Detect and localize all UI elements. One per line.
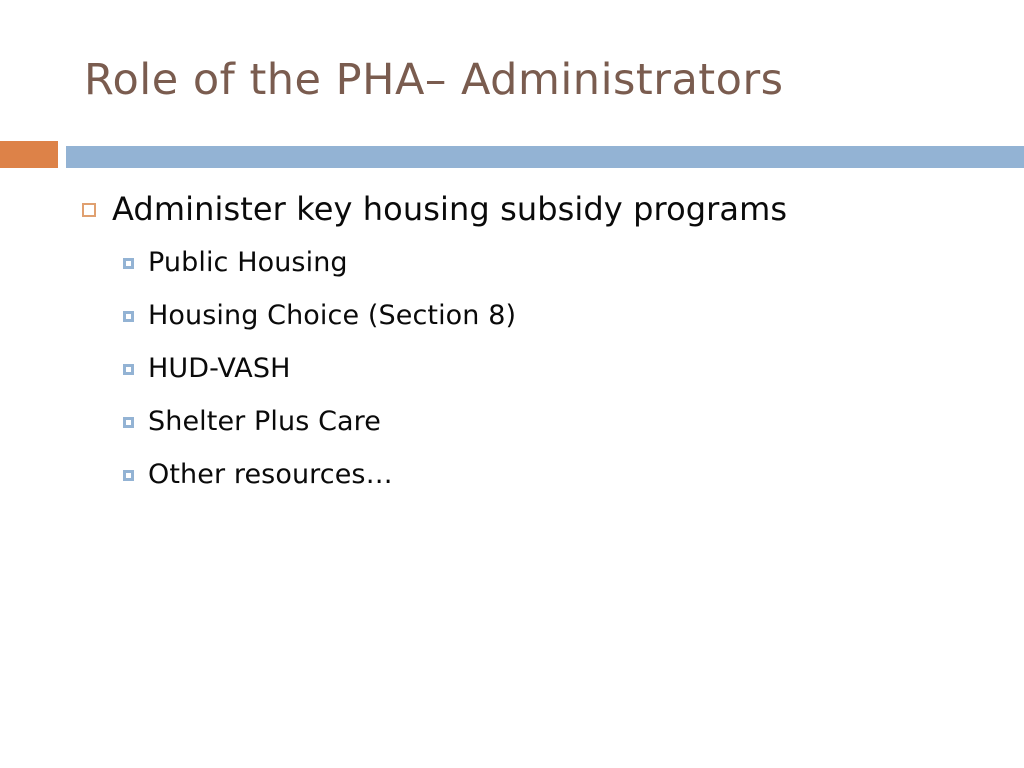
filled-square-bullet-icon [123,311,134,322]
page-title: Role of the PHA– Administrators [84,55,784,105]
slide-body [0,188,1024,506]
list-item [0,241,1024,294]
list-item-label: HUD-VASH [148,353,291,384]
list-item [0,347,1024,400]
list-item [0,294,1024,347]
list-item [0,188,1024,241]
list-item [0,453,1024,506]
list-item-label: Public Housing [148,247,348,278]
list-item-label: Administer key housing subsidy programs [112,190,788,228]
hollow-square-bullet-icon [82,203,96,217]
filled-square-bullet-icon [123,417,134,428]
filled-square-bullet-icon [123,364,134,375]
list-item [0,400,1024,453]
list-item-label: Other resources… [148,459,393,490]
list-item-label: Shelter Plus Care [148,406,382,437]
list-item-label: Housing Choice (Section 8) [148,300,517,331]
filled-square-bullet-icon [123,470,134,481]
divider-bar-blue [66,146,1024,168]
filled-square-bullet-icon [123,258,134,269]
accent-bar-orange [0,141,58,168]
